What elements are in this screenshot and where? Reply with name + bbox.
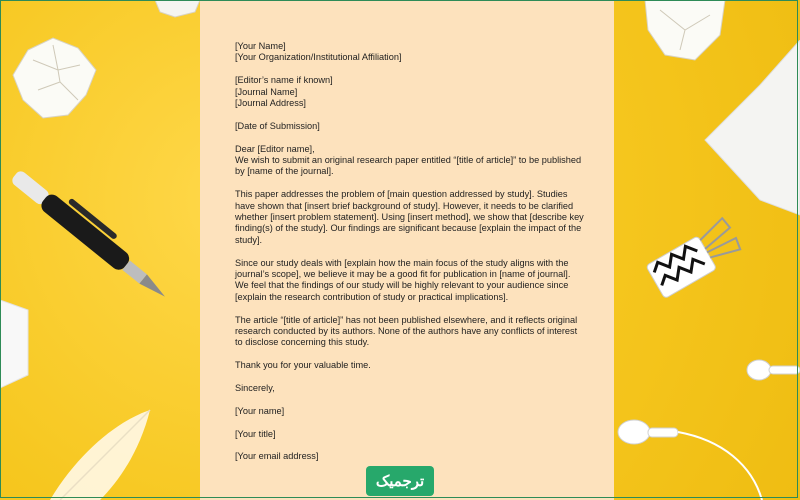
- thanks-line: Thank you for your valuable time.: [235, 360, 371, 371]
- submission-date: [Date of Submission]: [235, 120, 320, 131]
- earphone-right-icon: [745, 355, 800, 385]
- editor-name: [Editor’s name if known]: [235, 75, 333, 86]
- intro-paragraph: We wish to submit an original research paper entitled “[title of article]” to be published by [name of the journal].: [235, 155, 582, 177]
- earphone-bottom-icon: [612, 410, 800, 500]
- sender-block: [235, 41, 585, 64]
- sender-affiliation: [Your Organization/Institutional Affiliation]: [235, 52, 402, 63]
- paper-sheet-right-icon: [700, 40, 800, 220]
- salutation: Dear [Editor name],: [235, 143, 315, 154]
- brand-logo[interactable]: ترجمیک: [366, 466, 434, 496]
- recipient-block: [235, 75, 585, 109]
- crumpled-paper-top-icon: [150, 0, 205, 18]
- letter-paper: [200, 0, 614, 500]
- cover-letter: [235, 41, 585, 474]
- signature-email: [Your email address]: [235, 451, 319, 462]
- signature-title: [Your title]: [235, 428, 276, 439]
- binder-clip-icon: [640, 215, 750, 300]
- problem-paragraph: This paper addresses the problem of [main question addressed by study]. Studies have shown that [insert brief background of study]. However, it needs to be clarified whether [insert problem statement]. Using [insert method], we show that [describe key finding(s) of the study]. Our findings are significant because [explain the impact of the study].: [235, 189, 584, 245]
- journal-address: [Journal Address]: [235, 98, 306, 109]
- signature-name: [Your name]: [235, 405, 285, 416]
- fit-paragraph: Since our study deals with [explain how the main focus of the study aligns with the journal’s scope], we believe it may be a good fit for publication in [name of journal]. We feel that the findings of our study will be highly relevant to your audience since [explain the research contribution of study or practical implications].: [235, 257, 571, 302]
- closing-line: Sincerely,: [235, 383, 275, 394]
- journal-name: [Journal Name]: [235, 86, 298, 97]
- salutation-block: [235, 144, 585, 178]
- originality-paragraph: The article “[title of article]” has not been published elsewhere, and it reflects original research conducted by its authors. None of the authors have any conflicts of interest to disclose concerning this study.: [235, 314, 578, 348]
- paper-sheet-left-icon: [0, 300, 30, 390]
- sender-name: [Your Name]: [235, 41, 286, 51]
- crumpled-paper-top-left-icon: [8, 30, 103, 125]
- feather-icon: [40, 400, 160, 500]
